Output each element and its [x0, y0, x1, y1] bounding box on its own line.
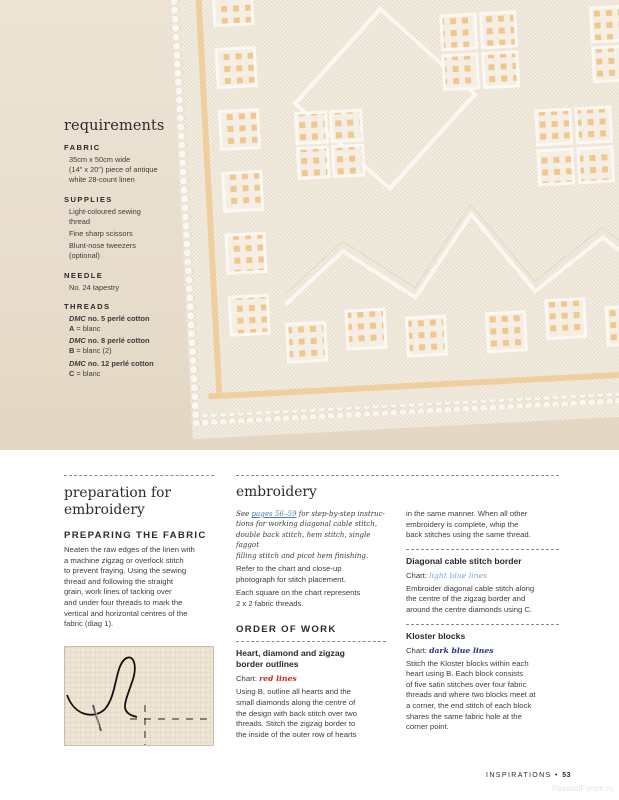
footer-section: INSPIRATIONS — [486, 772, 552, 779]
kloster-heading: Kloster blocks — [406, 630, 466, 641]
requirements-panel — [64, 118, 174, 381]
supply-item: Blunt-nose tweezers (optional) — [69, 241, 136, 261]
section-rule — [236, 641, 386, 642]
preparing-fabric-heading: PREPARING THE FABRIC — [64, 530, 207, 541]
thread-item: DMC no. 8 perlé cotton B = blanc (2) — [69, 336, 150, 356]
embroidery-chart-scale: Each square on the chart represents 2 x 2 fabric threads. — [236, 588, 361, 608]
watermark: PassionForum.ru — [552, 784, 613, 793]
cable-chart-label: Chart: light blue lines — [406, 570, 488, 580]
diagram-1-tacking — [64, 646, 214, 746]
footer-separator: • — [555, 772, 559, 779]
thread-item: DMC no. 5 perlé cotton A = blanc — [69, 313, 150, 334]
embroidery-intro: See pages 56–59 for step-by-step instruc- tions for working diagonal cable stitch, double back stitch, hem stitch, single faggot filling stitch and picot hem finishing. — [236, 509, 386, 560]
kloster-chart-label: Chart: dark blue lines — [406, 645, 494, 655]
page-footer — [486, 772, 572, 779]
preparation-column — [64, 485, 214, 630]
heart-heading: Heart, diamond and zigzag border outlines — [236, 648, 345, 670]
fabric-description: 35cm x 50cm wide (14" x 20") piece of antique white 28-count linen — [69, 155, 158, 185]
preparation-body: Neaten the raw edges of the linen with a machine zigzag or overlock stitch to prevent fraying. Using the sewing thread and following the straight grain, work lines of tacking over and under four threads to mark the vertical and horizontal centres of the fabric (diag 1). — [64, 545, 195, 629]
threads-heading: THREADS — [64, 301, 111, 311]
embroidery-title: embroidery — [236, 484, 317, 500]
order-of-work-heading: ORDER OF WORK — [236, 624, 337, 636]
section-rule — [406, 549, 559, 550]
embroidery-placement: Refer to the chart and close-up photograph for stitch placement. — [236, 564, 346, 584]
instructions-column — [406, 509, 559, 733]
heart-continuation: in the same manner. When all other embroidery is complete, whip the back stitches using the same thread. — [406, 509, 531, 540]
supply-item: Light-coloured sewing thread — [69, 206, 141, 226]
heart-body: Using B, outline all hearts and the small diamonds along the centre of the design with back stitch over two threads. Stitch the zigzag border to the inside of the outer row of hearts — [236, 687, 357, 739]
requirements-title: requirements — [64, 118, 165, 134]
kloster-body: Stitch the Kloster blocks within each heart using B. Each block consists of five satin stitches over four fabric threads and where two blocks meet at a corner, the end stitch of each block shares the same fabric hole at the corner point. — [406, 658, 536, 732]
preparation-title: preparation for embroidery — [64, 485, 172, 518]
needle-item: No. 24 tapestry — [69, 282, 120, 292]
embroidery-column — [236, 484, 386, 740]
page-number: 53 — [562, 772, 572, 779]
heart-chart-label: Chart: red lines — [236, 674, 297, 684]
cable-body: Embroider diagonal cable stitch along the centre of the zigzag border and around the centre diamonds using C. — [406, 583, 535, 614]
column-rule — [236, 475, 559, 476]
hardanger-embroidery-photo — [168, 0, 619, 439]
supplies-heading: SUPPLIES — [64, 194, 113, 204]
needle-heading: NEEDLE — [64, 270, 104, 280]
thread-item: DMC no. 12 perlé cotton C = blanc — [69, 358, 154, 378]
fabric-heading: FABRIC — [64, 143, 101, 152]
tacking-diagram-illustration — [65, 647, 214, 746]
column-rule — [64, 475, 214, 476]
pages-link[interactable]: pages 56–59 — [251, 509, 297, 518]
cable-heading: Diagonal cable stitch border — [406, 555, 522, 566]
section-rule — [406, 624, 559, 625]
supply-item: Fine sharp scissors — [69, 229, 133, 239]
